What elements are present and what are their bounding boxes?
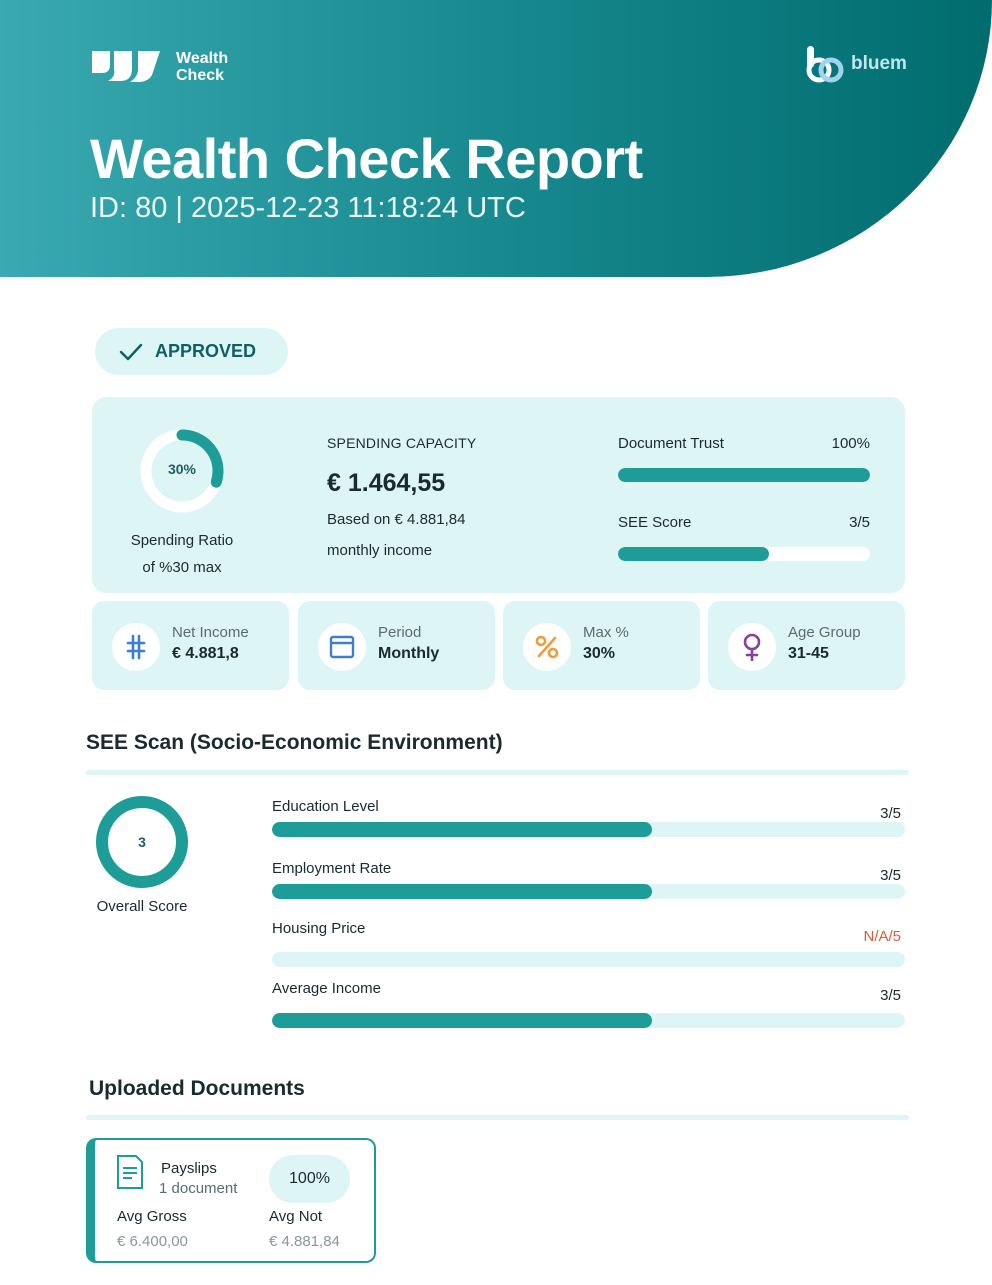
spending-capacity-note-line-1: Based on € 4.881,84	[327, 511, 466, 528]
tile-label: Net Income	[172, 624, 249, 641]
currency-icon	[112, 623, 160, 671]
report-header	[0, 0, 992, 277]
bluem-logo	[805, 44, 907, 84]
see-score-metric	[618, 514, 870, 561]
document-trust-fill	[618, 468, 870, 482]
document-trust-metric	[618, 435, 870, 482]
see-row-fill	[272, 822, 652, 837]
see-row-label: Housing Price	[272, 920, 366, 937]
spending-ratio-label	[122, 527, 242, 581]
page-title: Wealth Check Report	[90, 127, 643, 190]
tile-value: € 4.881,8	[172, 645, 239, 662]
documents-title: Uploaded Documents	[89, 1077, 305, 1100]
wealth-check-mark-icon	[92, 51, 162, 83]
see-row-score: N/A/5	[863, 928, 901, 945]
brand-name	[176, 50, 228, 84]
see-scan-title: SEE Scan (Socio-Economic Environment)	[86, 731, 503, 754]
avg-net-value: € 4.881,84	[269, 1233, 340, 1250]
see-row-score: 3/5	[880, 987, 901, 1004]
female-icon	[728, 623, 776, 671]
tile-max-percent	[503, 601, 700, 690]
see-row-employment	[272, 860, 905, 884]
percent-icon	[523, 623, 571, 671]
see-row-label: Employment Rate	[272, 860, 392, 877]
avg-gross-label: Avg Gross	[117, 1208, 187, 1225]
avg-gross-value: € 6.400,00	[117, 1233, 188, 1250]
brand-line-2: Check	[176, 67, 225, 84]
status-label: APPROVED	[155, 341, 257, 361]
spending-capacity-amount: € 1.464,55	[327, 469, 446, 497]
checkmark-icon	[119, 342, 143, 362]
report-id-timestamp: ID: 80 | 2025-12-23 11:18:24 UTC	[90, 192, 526, 224]
see-row-track	[272, 884, 905, 899]
tile-value: 30%	[583, 645, 616, 662]
see-row-track	[272, 1013, 905, 1028]
spending-ratio	[122, 427, 242, 581]
spending-capacity-note	[327, 504, 476, 566]
document-icon	[116, 1154, 144, 1190]
partner-name: bluem	[851, 53, 907, 74]
see-row-fill	[272, 1013, 652, 1028]
tile-period	[298, 601, 495, 690]
overall-score	[88, 794, 196, 915]
document-trust-badge: 100%	[269, 1155, 350, 1203]
tile-net-income	[92, 601, 289, 690]
spending-ratio-label-line-1: Spending Ratio	[130, 532, 234, 549]
spending-ratio-value: 30%	[167, 461, 197, 477]
document-count: 1 document	[159, 1180, 238, 1197]
see-row-label: Education Level	[272, 798, 379, 815]
see-row-fill	[272, 884, 652, 899]
tile-label: Age Group	[788, 624, 861, 641]
document-card-payslips[interactable]	[86, 1138, 376, 1263]
tile-value: Monthly	[378, 645, 440, 662]
see-row-label: Average Income	[272, 980, 381, 997]
bluem-mark-icon	[805, 44, 845, 84]
see-score-track	[618, 547, 870, 561]
see-row-score: 3/5	[880, 867, 901, 884]
see-score-label: SEE Score	[618, 514, 692, 531]
see-row-income	[272, 980, 905, 1004]
tile-age-group	[708, 601, 905, 690]
overall-score-value: 3	[138, 834, 146, 850]
see-row-track	[272, 952, 905, 967]
brand-line-1: Wealth	[176, 50, 229, 67]
wealth-check-logo	[92, 50, 228, 84]
see-row-housing	[272, 920, 905, 945]
tile-label: Max %	[583, 624, 629, 641]
see-row-score: 3/5	[880, 805, 901, 822]
overall-score-label: Overall Score	[96, 898, 188, 915]
see-scan-divider	[86, 770, 909, 775]
document-trust-value: 100%	[831, 435, 870, 452]
status-badge	[95, 328, 288, 375]
calendar-icon	[318, 623, 366, 671]
see-score-value: 3/5	[849, 514, 870, 531]
see-row-track	[272, 822, 905, 837]
document-trust-track	[618, 468, 870, 482]
document-name: Payslips	[161, 1160, 217, 1177]
documents-divider	[86, 1115, 909, 1120]
document-trust-label: Document Trust	[618, 435, 724, 452]
summary-card	[92, 397, 905, 593]
spending-capacity	[327, 435, 476, 566]
avg-net-label: Avg Not	[269, 1208, 323, 1225]
see-score-fill	[618, 547, 769, 561]
spending-ratio-label-line-2: of %30 max	[142, 559, 222, 576]
tile-label: Period	[378, 624, 422, 641]
tile-value: 31-45	[788, 645, 829, 662]
spending-capacity-note-line-2: monthly income	[327, 542, 433, 559]
see-row-education	[272, 798, 905, 822]
spending-capacity-label: SPENDING CAPACITY	[327, 435, 477, 451]
